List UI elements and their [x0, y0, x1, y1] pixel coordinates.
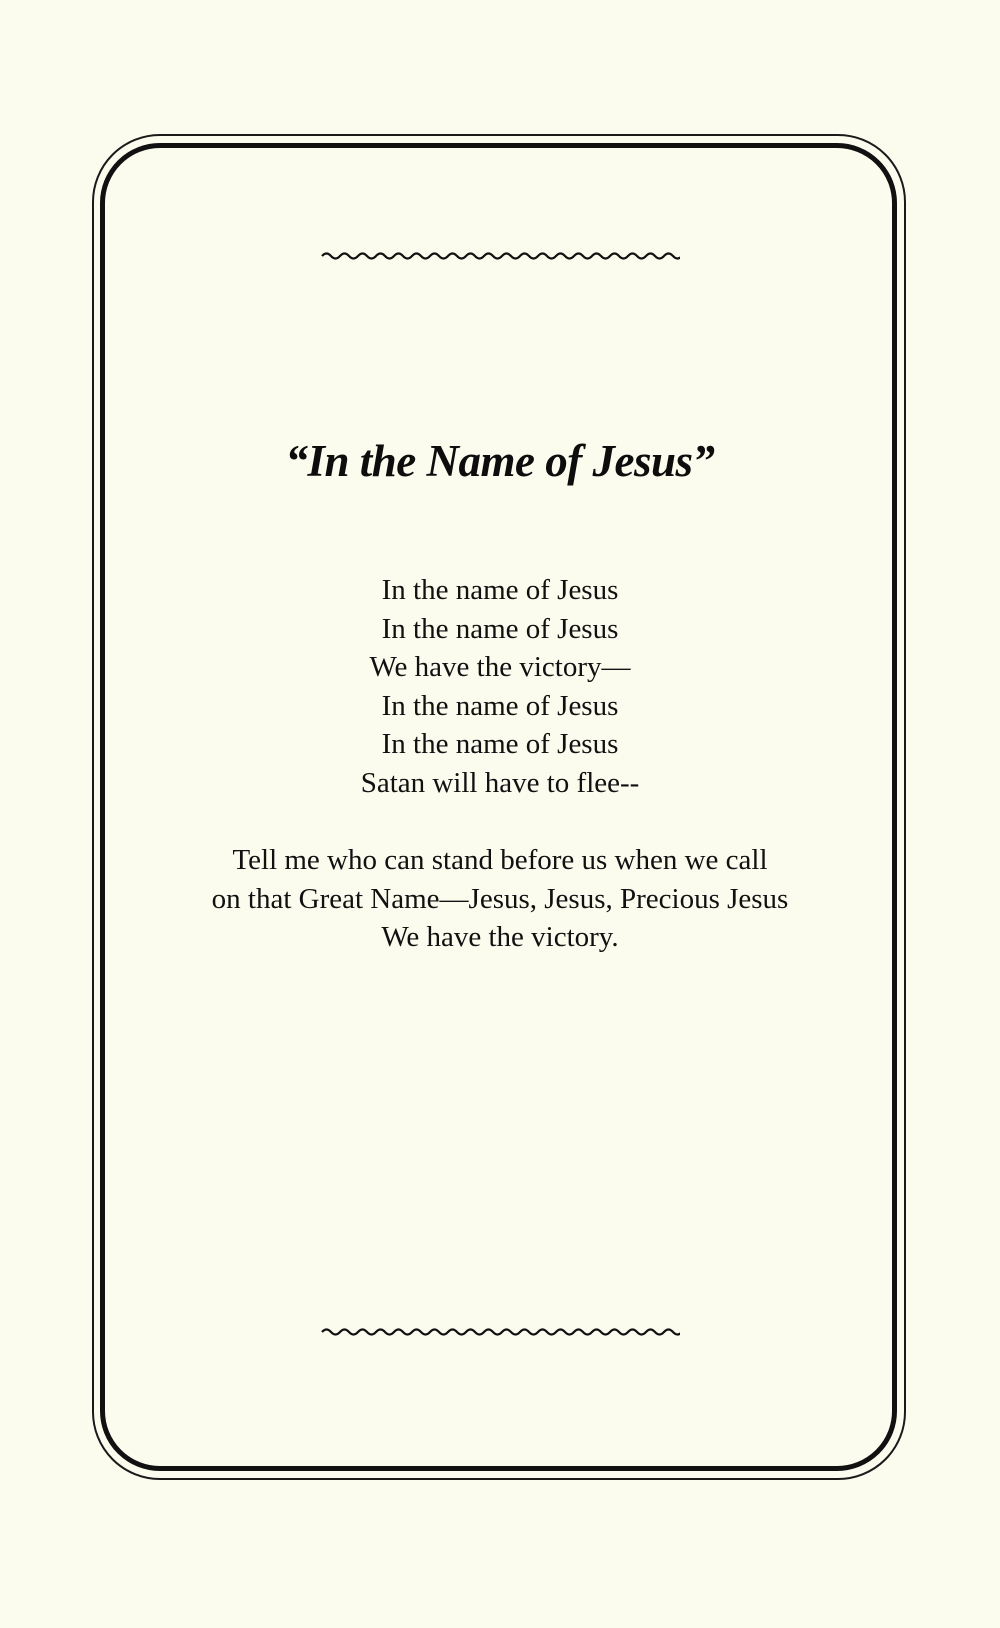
lyric-line: In the name of Jesus	[381, 689, 619, 722]
lyric-line: We have the victory.	[381, 921, 619, 953]
lyric-line: Satan will have to flee--	[360, 766, 640, 799]
page-border-inner	[100, 143, 897, 1471]
wave-ornament-icon	[320, 1325, 680, 1339]
lyric-line: In the name of Jesus	[381, 612, 619, 645]
lyrics-stanza-1	[0, 571, 1000, 802]
top-flourish-ornament	[0, 249, 1000, 265]
lyric-line: In the name of Jesus	[381, 728, 619, 760]
lyric-line: on that Great Name—Jesus, Jesus, Precious Jesus	[211, 882, 789, 915]
lyric-line: In the name of Jesus	[381, 574, 619, 606]
lyric-line: We have the victory—	[369, 651, 631, 683]
wave-ornament-icon	[320, 249, 680, 263]
lyrics-stanza-2	[0, 841, 1000, 957]
bottom-flourish-ornament	[0, 1325, 1000, 1341]
lyric-line: Tell me who can stand before us when we call	[232, 844, 768, 876]
song-title: “In the Name of Jesus”	[285, 436, 715, 486]
